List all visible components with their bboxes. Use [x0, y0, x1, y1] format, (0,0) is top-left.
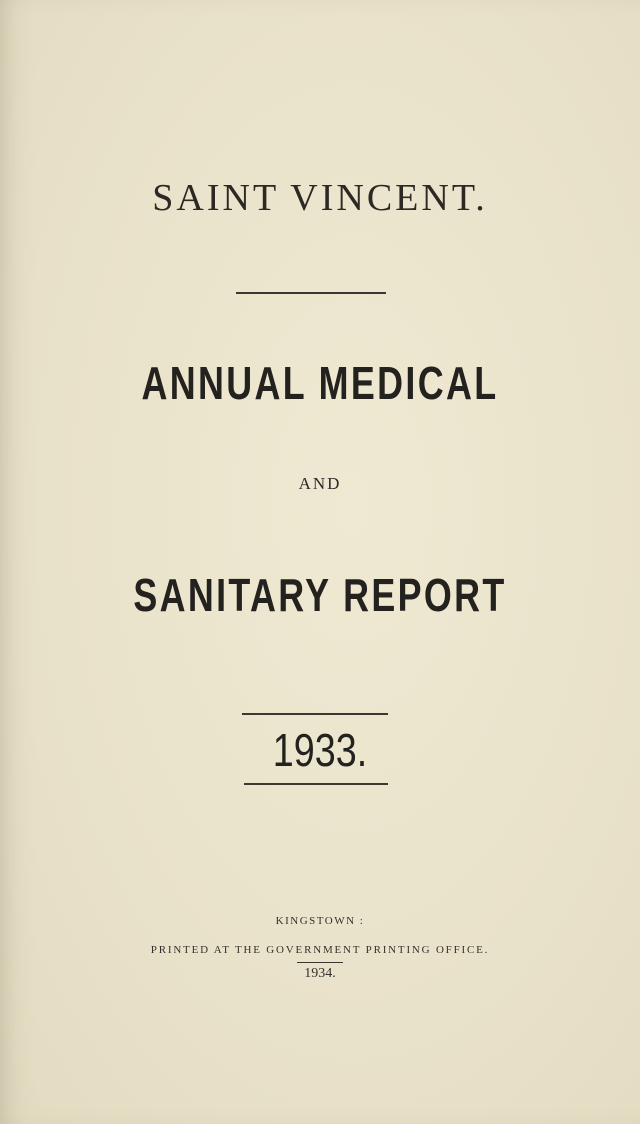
title-line-2: SANITARY REPORT	[133, 569, 507, 621]
imprint-printer: PRINTED AT THE GOVERNMENT PRINTING OFFICE.	[150, 944, 490, 956]
divider-rule	[242, 713, 388, 715]
report-year: 1933.	[272, 724, 368, 776]
divider-rule	[244, 783, 388, 785]
divider-rule	[297, 962, 343, 963]
divider-rule	[236, 292, 386, 294]
imprint-year: 1934.	[304, 966, 336, 981]
colony-heading: SAINT VINCENT.	[152, 177, 488, 219]
title-line-1: ANNUAL MEDICAL	[141, 357, 499, 409]
title-conjunction: AND	[298, 474, 342, 493]
imprint-place: KINGSTOWN :	[275, 915, 365, 927]
